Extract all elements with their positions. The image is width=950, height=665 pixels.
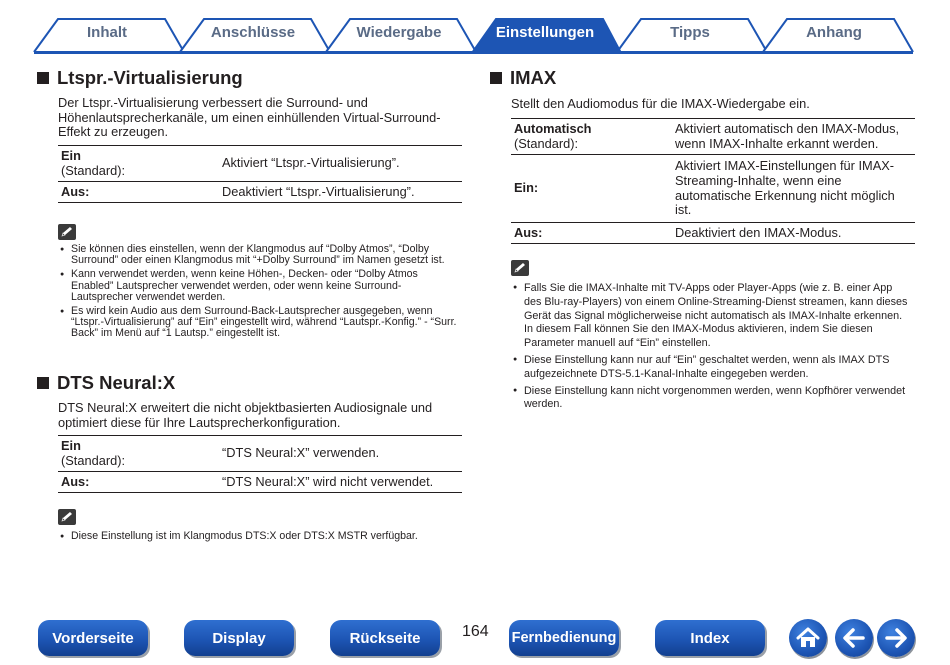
option-value: Aktiviert IMAX-Einstellungen für IMAX-Streaming-Inhalte, wenn eine automatische Erkennung nicht möglich ist. bbox=[672, 155, 915, 223]
list-item: ● Es wird kein Audio aus dem Surround-Back-Lautsprecher ausgegeben, wenn “Ltspr.-Virtualisierung” auf “Ein” eingestellt wird, während “Lautspr.-Konfig.” - “Surr. Back” im Menü auf “1 Lautsp.” eingestellt ist. bbox=[60, 306, 458, 340]
options-table-imax bbox=[511, 118, 915, 244]
table-row bbox=[511, 155, 915, 223]
table-row bbox=[58, 182, 462, 203]
tab-einstellungen[interactable]: Einstellungen bbox=[495, 24, 595, 41]
option-value: Deaktiviert den IMAX-Modus. bbox=[672, 223, 915, 244]
home-icon bbox=[795, 626, 821, 650]
nav-display-button[interactable]: Display bbox=[184, 620, 294, 656]
back-button[interactable] bbox=[835, 619, 873, 657]
home-button[interactable] bbox=[789, 619, 827, 657]
arrow-left-icon bbox=[841, 627, 867, 649]
option-value: Aktiviert “Ltspr.-Virtualisierung”. bbox=[219, 146, 462, 182]
notes-list-virtualisierung bbox=[60, 244, 458, 343]
option-key: Automatisch (Standard): bbox=[511, 119, 672, 155]
nav-rueckseite-button[interactable]: Rückseite bbox=[330, 620, 440, 656]
notes-list-imax bbox=[513, 282, 911, 415]
tab-inhalt[interactable]: Inhalt bbox=[87, 24, 127, 41]
table-row bbox=[511, 119, 915, 155]
square-bullet-icon bbox=[490, 72, 502, 84]
tab-tipps[interactable]: Tipps bbox=[670, 24, 710, 41]
option-key: Ein (Standard): bbox=[58, 436, 219, 472]
note-pencil-icon bbox=[511, 260, 529, 276]
section-description: DTS Neural:X erweitert die nicht objektbasierten Audiosignale und optimiert diese für Ihre Lautsprecherkonfiguration. bbox=[58, 400, 433, 430]
nav-fernbedienung-button[interactable]: Fernbedienung bbox=[509, 620, 619, 656]
table-row bbox=[58, 146, 462, 182]
section-heading-imax bbox=[490, 67, 556, 89]
table-row bbox=[58, 472, 462, 493]
option-value: “DTS Neural:X” verwenden. bbox=[219, 436, 462, 472]
section-title: DTS Neural:X bbox=[57, 372, 176, 393]
section-description: Der Ltspr.-Virtualisierung verbessert die Surround- und Höhenlautsprecherkanäle, um einen einhüllenden Virtual-Surround-Effekt zu erzeugen. bbox=[58, 95, 441, 140]
table-row bbox=[58, 436, 462, 472]
section-title: Ltspr.-Virtualisierung bbox=[57, 67, 243, 88]
forward-button[interactable] bbox=[877, 619, 915, 657]
section-title: IMAX bbox=[510, 67, 557, 88]
section-heading-dts-neuralx bbox=[37, 372, 175, 394]
nav-vorderseite-button[interactable]: Vorderseite bbox=[38, 620, 148, 656]
option-value: “DTS Neural:X” wird nicht verwendet. bbox=[219, 472, 462, 493]
tab-anhang[interactable]: Anhang bbox=[806, 24, 862, 41]
list-item: ● Diese Einstellung kann nicht vorgenommen werden, wenn Kopfhörer verwendet werden. bbox=[513, 385, 911, 413]
option-key: Aus: bbox=[58, 182, 219, 203]
option-key: Aus: bbox=[511, 223, 672, 244]
option-key: Ein: bbox=[511, 155, 672, 223]
option-value: Aktiviert automatisch den IMAX-Modus, wenn IMAX-Inhalte erkannt werden. bbox=[672, 119, 915, 155]
nav-index-button[interactable]: Index bbox=[655, 620, 765, 656]
tab-wiedergabe[interactable]: Wiedergabe bbox=[356, 24, 442, 41]
option-key: Aus: bbox=[58, 472, 219, 493]
section-description: Stellt den Audiomodus für die IMAX-Wiedergabe ein. bbox=[511, 96, 810, 111]
tab-anschluesse[interactable]: Anschlüsse bbox=[210, 24, 296, 41]
page-number: 164 bbox=[462, 623, 489, 640]
list-item: ● Falls Sie die IMAX-Inhalte mit TV-Apps oder Player-Apps (wie z. B. einer App des Blu-ray-Players) von einem Online-Streaming-Dienst streamen, kann dieses Gerät das Signal möglicherweise nicht automatisch als IMAX-Inhalte erkennen. In diesem Fall können Sie den IMAX-Modus aktivieren, indem Sie diesen Parameter manuell auf “Ein” einstellen. bbox=[513, 282, 911, 351]
list-item: ● Diese Einstellung ist im Klangmodus DTS:X oder DTS:X MSTR verfügbar. bbox=[60, 531, 458, 542]
options-table-dts-neuralx bbox=[58, 435, 462, 493]
note-pencil-icon bbox=[58, 509, 76, 525]
square-bullet-icon bbox=[37, 72, 49, 84]
section-heading-virtualisierung bbox=[37, 67, 243, 89]
options-table-virtualisierung bbox=[58, 145, 462, 203]
list-item: ● Kann verwendet werden, wenn keine Höhen-, Decken- oder “Dolby Atmos Enabled” Lautsprecher verwendet werden, oder wenn keine Surround-Lautsprecher verwendet werden. bbox=[60, 269, 458, 303]
option-key: Ein (Standard): bbox=[58, 146, 219, 182]
list-item: ● Sie können dies einstellen, wenn der Klangmodus auf “Dolby Atmos”, “Dolby Surround” oder einen Klangmodus mit “+Dolby Surround” im Namen gesetzt ist. bbox=[60, 244, 458, 266]
notes-list-dts-neuralx bbox=[60, 531, 458, 545]
tab-bar bbox=[0, 0, 950, 56]
note-pencil-icon bbox=[58, 224, 76, 240]
square-bullet-icon bbox=[37, 377, 49, 389]
option-value: Deaktiviert “Ltspr.-Virtualisierung”. bbox=[219, 182, 462, 203]
arrow-right-icon bbox=[883, 627, 909, 649]
table-row bbox=[511, 223, 915, 244]
list-item: ● Diese Einstellung kann nur auf “Ein” geschaltet werden, wenn als IMAX DTS aufgezeichnete DTS-5.1-Kanal-Inhalte eingegeben werden. bbox=[513, 354, 911, 382]
